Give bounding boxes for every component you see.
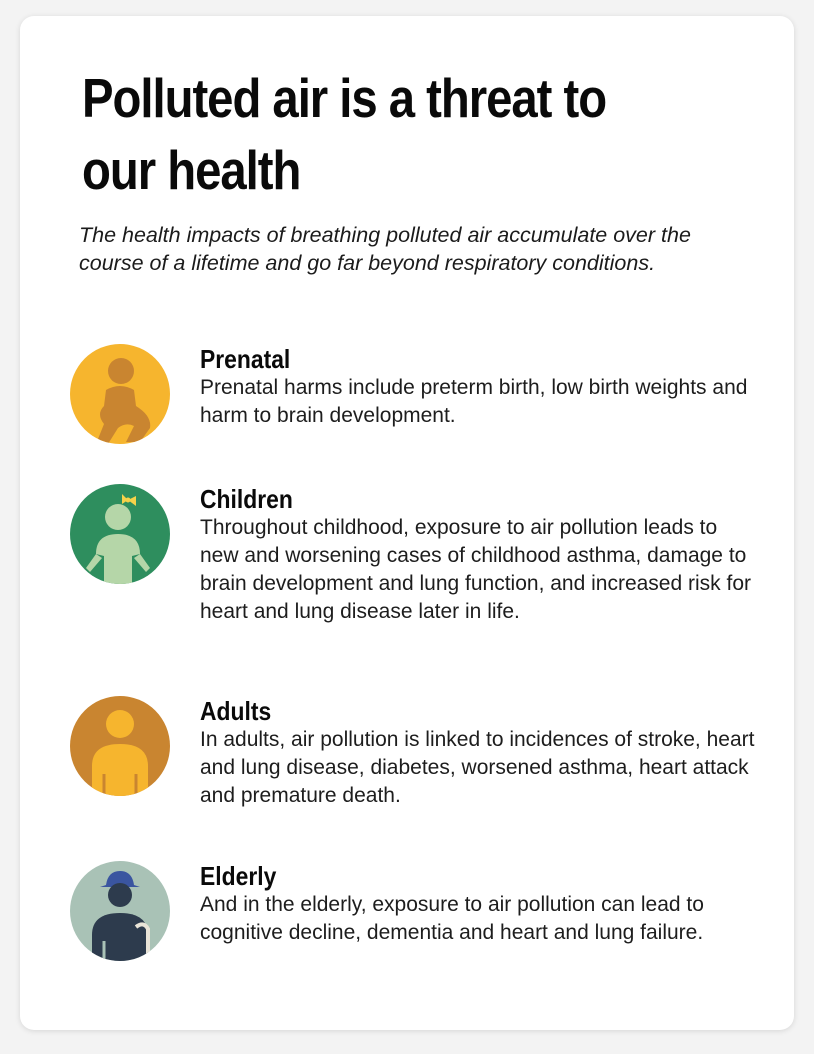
infographic-card (20, 16, 794, 1030)
item-title: Children (200, 484, 293, 514)
child-icon (70, 484, 170, 584)
item-description: And in the elderly, exposure to air pollution can lead to cognitive decline, dementia and heart and lung failure. (200, 893, 704, 944)
item-description: In adults, air pollution is linked to incidences of stroke, heart and lung disease, diabetes, worsened asthma, heart attack and premature death. (200, 728, 755, 807)
adult-icon (70, 696, 170, 796)
item-text (200, 696, 760, 810)
item-title: Adults (200, 696, 272, 726)
item-description: Prenatal harms include preterm birth, low birth weights and harm to brain development. (200, 376, 748, 427)
item-text (200, 861, 760, 947)
item-description: Throughout childhood, exposure to air pollution leads to new and worsening cases of childhood asthma, damage to brain development and lung function, and increased risk for heart and lung disease later in life. (200, 516, 752, 623)
page-subtitle: The health impacts of breathing polluted air accumulate over the course of a lifetime and go far beyond respiratory conditions. (79, 223, 691, 275)
elderly-person-icon (70, 861, 170, 961)
item-text (200, 484, 760, 626)
page-title: Polluted air is a threat to our health (82, 67, 607, 201)
pregnant-person-icon (70, 344, 170, 444)
item-title: Elderly (200, 861, 277, 891)
item-title: Prenatal (200, 344, 291, 374)
item-text (200, 344, 760, 430)
